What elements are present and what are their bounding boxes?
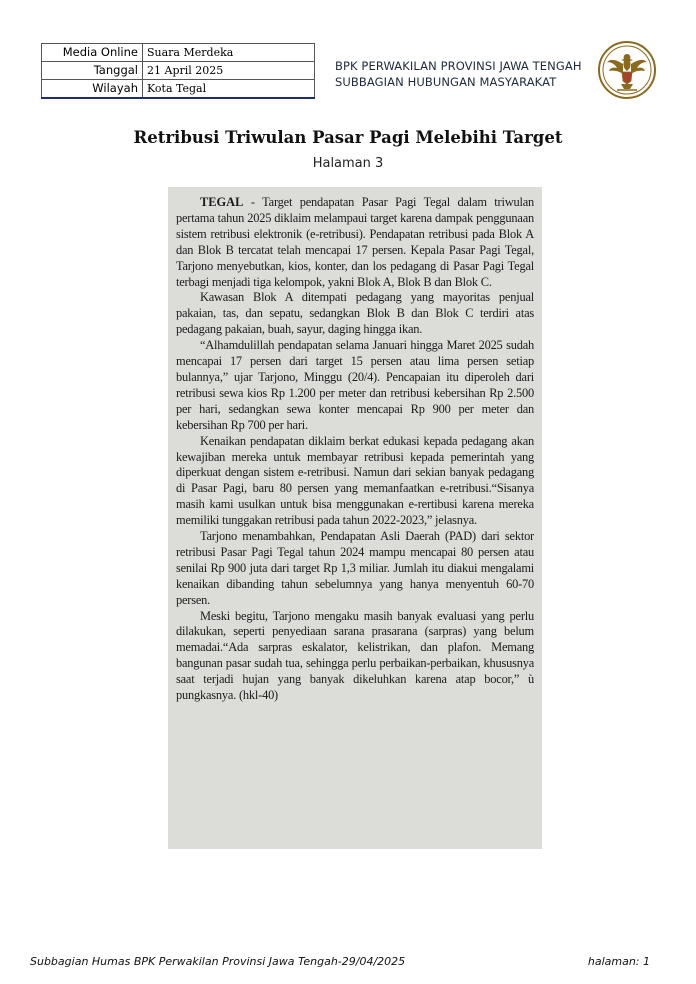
meta-value: Suara Merdeka [143,44,315,62]
article-title: Retribusi Triwulan Pasar Pagi Melebihi Target [133,128,563,147]
newspaper-clipping [168,187,542,849]
org-line-1: BPK PERWAKILAN PROVINSI JAWA TENGAH [335,59,582,73]
article-page: Halaman 3 [312,156,384,171]
bpk-garuda-logo-icon [597,40,657,100]
org-line-2: SUBBAGIAN HUBUNGAN MASYARAKAT [335,75,557,89]
meta-table [41,43,315,99]
meta-value: Kota Tegal [143,80,315,99]
article-paragraph [176,195,534,290]
meta-row-region [42,80,315,99]
footer-page-number: halaman: 1 [587,955,650,968]
dateline: TEGAL [200,195,244,209]
meta-label: Tanggal [42,62,143,80]
meta-label: Media Online [42,44,143,62]
article-paragraph: Tarjono menambahkan, Pendapatan Asli Daerah (PAD) dari sektor retribusi Pasar Pagi Tegal tahun 2024 mampu mencapai 80 persen atau senilai Rp 900 juta dari target Rp 1,3 miliar. Jumlah itu diakui mengalami kenaikan dibanding tahun sebelumnya yang hanya menyentuh 60-70 persen. [176,529,534,607]
meta-label: Wilayah [42,80,143,99]
footer-source: Subbagian Humas BPK Perwakilan Provinsi Jawa Tengah-29/04/2025 [30,955,406,968]
article-paragraph: Meski begitu, Tarjono mengaku masih banyak evaluasi yang perlu dilakukan, seperti penyediaan sarana prasarana (sarpras) yang belum memadai.“Ada sarpras eskalator, kelistrikan, dan plafon. Memang bangunan pasar sudah tua, sehingga perlu perbaikan-perbaikan, khususnya saat terjadi hujan yang banyak dikeluhkan karena atap bocor,” ù pungkasnya. (hkl-40) [176,608,534,703]
article-paragraph: Kawasan Blok A ditempati pedagang yang mayoritas penjual pakaian, tas, dan sepatu, sedangkan Blok B dan Blok C terdiri atas pedagang pakaian, buah, sayur, daging hingga ikan. [176,290,534,337]
meta-value: 21 April 2025 [143,62,315,80]
article-paragraph: Kenaikan pendapatan diklaim berkat edukasi kepada pedagang akan kewajiban mereka untuk membayar retribusi kepada pemerintah yang diperkuat dengan sistem e-retribusi. Namun dari sekian banyak pedagang di Pasar Pagi, baru 80 persen yang memanfaatkan e-retribusi.“Sisanya masih kami usulkan untuk bisa menggunakan e-rertibusi karena mereka memiliki tunggakan retribusi pada tahun 2022-2023,” jelasnya. [176,433,534,528]
meta-row-date [42,62,315,80]
meta-row-media [42,44,315,62]
org-name [335,58,595,90]
paragraph-text: - Target pendapatan Pasar Pagi Tegal dalam triwulan pertama tahun 2025 diklaim melampaui target karena dampak penggunaan sistem retribusi elektronik (e-retribusi). Pendapatan retribusi pada Blok A dan Blok B tercatat telah mencapai 17 persen. Kepala Pasar Pagi Tegal, Tarjono menyebutkan, kios, konter, dan los pedagang di Pasar Pagi Tegal terbagi menjadi tiga kelompok, yakni Blok A, Blok B dan Blok C. [176,195,534,289]
article-paragraph: “Alhamdulillah pendapatan selama Januari hingga Maret 2025 sudah mencapai 17 persen dari target 15 persen atau lima persen setiap bulannya,” ujar Tarjono, Minggu (20/4). Pencapaian itu diperoleh dari retribusi sewa kios Rp 1.200 per meter dan retribusi kebersihan Rp 2.500 per hari, sedangkan sewa konter mencapai Rp 900 per meter dan kebersihan Rp 700 per hari. [176,338,534,432]
